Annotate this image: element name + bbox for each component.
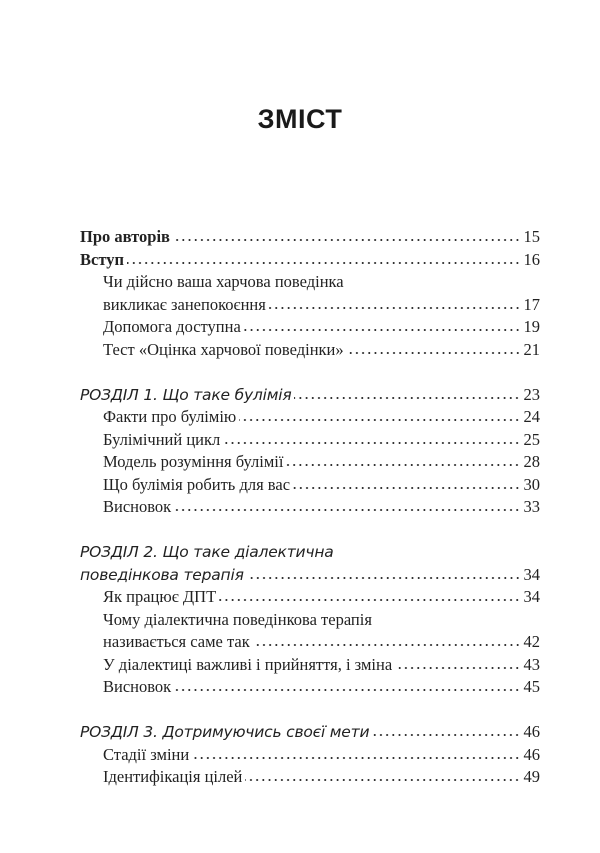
toc-entry[interactable] [80,631,540,654]
dot-leader [174,508,520,512]
dot-leader [223,441,520,445]
dot-leader [244,328,521,332]
toc-page-number: 16 [523,249,540,269]
toc-entry-line [80,541,540,564]
toc-section [80,384,540,519]
toc-entry[interactable] [80,586,540,609]
toc-page-number: 46 [523,722,540,741]
dot-leader [192,756,520,760]
toc-entry[interactable] [80,496,540,519]
toc-page-number: 23 [523,384,540,404]
toc-page-number: 15 [523,227,540,246]
toc-entry[interactable] [80,294,540,317]
toc-page-number: 45 [523,677,540,696]
toc-entry-title: Модель розуміння булімії [103,452,284,471]
toc-entry-title: РОЗДІЛ 1. Що таке булімія [80,385,292,404]
toc-entry[interactable] [80,339,540,362]
toc-entry-title: викликає занепокоєння [103,294,266,314]
toc-entry[interactable] [80,474,540,497]
toc-entry-title: Факти про булімію [103,407,237,426]
toc-entry-title: РОЗДІЛ 2. Що таке діалектична [80,543,334,561]
toc-page-number: 17 [523,294,540,314]
toc-page-number: 34 [523,564,540,584]
toc-entry-title: РОЗДІЛ 3. Дотримуючись своєї мети [80,723,370,741]
toc-entry-title: Чому діалектична поведінкова терапія [103,609,372,629]
toc-entry-title: Висновок [103,677,172,696]
toc-page-number: 43 [523,654,540,674]
toc-page-number: 42 [523,632,540,651]
toc-entry-title: Чи дійсно ваша харчова поведінка [103,272,344,291]
dot-leader [347,351,521,355]
toc-entry-line [80,609,540,632]
dot-leader [245,778,520,782]
toc-entry-title: Тест «Оцінка харчової поведінки» [103,339,344,359]
toc-entry-title: Вступ [80,249,124,269]
dot-leader [174,688,520,692]
dot-leader [395,666,520,670]
toc-entry-title: Висновок [103,497,172,516]
toc-entry[interactable] [80,316,540,339]
toc-entry-title: поведінкова терапія [80,565,244,584]
dot-leader [372,733,520,737]
toc-page-number: 34 [523,587,540,606]
toc-entry-title: Стадії зміни [103,744,190,764]
toc-section [80,226,540,361]
toc-entry[interactable] [80,249,540,272]
dot-leader [294,396,520,400]
toc-entry[interactable] [80,744,540,767]
toc-page-number: 46 [523,744,540,764]
toc-entry[interactable] [80,721,540,744]
toc-entry[interactable] [80,384,540,407]
toc-entry-title: називається саме так [103,632,250,651]
toc-entry[interactable] [80,654,540,677]
toc-section [80,721,540,789]
toc-section [80,541,540,699]
dot-leader [239,418,520,422]
toc-page-number: 49 [523,767,540,786]
page-title: ЗМІСТ [257,104,343,135]
toc-page-number: 24 [523,407,540,426]
dot-leader [219,598,520,602]
dot-leader [286,463,520,467]
toc-entry[interactable] [80,451,540,474]
toc-entry[interactable] [80,564,540,587]
toc-entry-title: У діалектиці важливі і прийняття, і зміна [103,654,393,674]
dot-leader [253,643,521,647]
dot-leader [247,576,521,580]
dot-leader [127,261,521,265]
toc-entry-line [80,271,540,294]
toc-page-number: 25 [523,429,540,449]
toc-entry[interactable] [80,676,540,699]
toc-entry[interactable] [80,406,540,429]
dot-leader [173,238,521,242]
toc-entry-title: Про авторів [80,227,170,246]
dot-leader [269,306,521,310]
toc-page-number: 33 [523,497,540,516]
toc-page-number: 30 [523,474,540,494]
dot-leader [293,486,520,490]
toc-entry[interactable] [80,429,540,452]
toc-page-number: 21 [523,339,540,359]
table-of-contents [80,226,540,811]
toc-entry-title: Ідентифікація цілей [103,767,243,786]
toc-entry-title: Допомога доступна [103,317,241,336]
toc-entry-title: Булімічний цикл [103,429,221,449]
toc-entry-title: Що булімія робить для вас [103,474,291,494]
toc-page-number: 19 [523,317,540,336]
toc-entry-title: Як працює ДПТ [103,587,217,606]
toc-entry[interactable] [80,766,540,789]
toc-entry[interactable] [80,226,540,249]
toc-page-number: 28 [523,452,540,471]
